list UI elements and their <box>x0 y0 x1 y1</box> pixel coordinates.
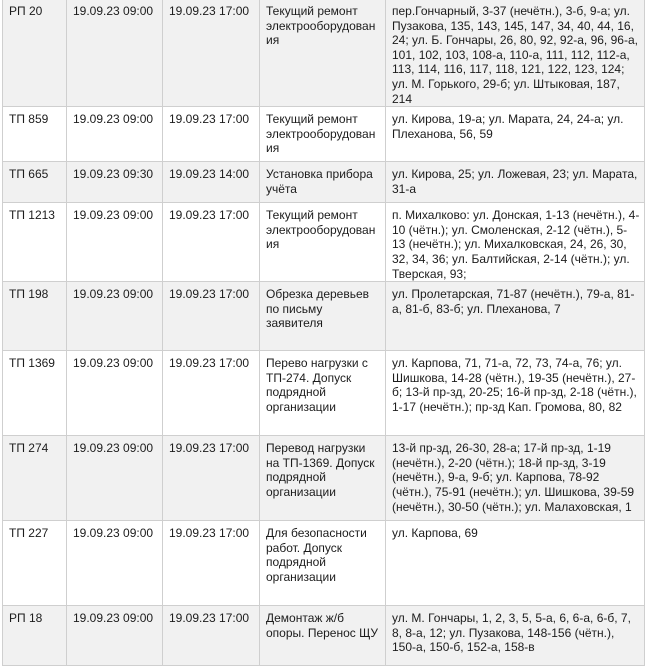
addresses-cell: ул. Карпова, 69 <box>386 521 645 606</box>
station-cell: РП 20 <box>3 0 67 107</box>
reason-cell: Для безопасности работ. Допуск подрядной организации <box>260 521 386 606</box>
end-time-cell: 19.09.23 17:00 <box>163 203 260 282</box>
start-time-cell: 19.09.23 09:00 <box>67 282 163 351</box>
addresses-cell: 13-й пр-зд, 26-30, 28-а; 17-й пр-зд, 1-19 (нечётн.), 2-20 (чётн.); 18-й пр-зд, 3-19 (нечётн.), 9-а, 9-б; ул. Карпова, 78-92 (чётн.), 75-91 (нечётн.); ул. Шишкова, 39-59 (нечётн.), 30-50 (чётн.); ул. Малаховская, 1 <box>386 436 645 521</box>
reason-cell: Обрезка деревьев по письму заявителя <box>260 282 386 351</box>
end-time-cell: 19.09.23 17:00 <box>163 0 260 107</box>
addresses-cell: п. Михалково: ул. Донская, 1-13 (нечётн.), 4-10 (чётн.); ул. Смоленская, 2-12 (чётн.), 5-13 (нечётн.); ул. Михалковская, 24, 26, 30, 32, 34, 36; ул. Балтийская, 2-14 (чётн.); ул. Тверская, 93; <box>386 203 645 282</box>
end-time-cell: 19.09.23 17:00 <box>163 606 260 666</box>
outage-schedule-table <box>2 0 645 666</box>
table-row <box>3 282 645 351</box>
reason-cell: Текущий ремонт электрооборудования <box>260 0 386 107</box>
start-time-cell: 19.09.23 09:00 <box>67 107 163 162</box>
table-row <box>3 606 645 666</box>
start-time-cell: 19.09.23 09:00 <box>67 203 163 282</box>
start-time-cell: 19.09.23 09:30 <box>67 162 163 203</box>
table-row <box>3 162 645 203</box>
start-time-cell: 19.09.23 09:00 <box>67 606 163 666</box>
start-time-cell: 19.09.23 09:00 <box>67 436 163 521</box>
addresses-cell: ул. Пролетарская, 71-87 (нечётн.), 79-а, 81-а, 81-б, 83-б; ул. Плеханова, 7 <box>386 282 645 351</box>
reason-cell: Текущий ремонт электрооборудования <box>260 203 386 282</box>
addresses-cell: ул. М. Гончары, 1, 2, 3, 5, 5-а, 6, 6-а, 6-б, 7, 8, 8-а, 12; ул. Пузакова, 148-156 (чётн.), 150-а, 150-б, 152-а, 158-в <box>386 606 645 666</box>
end-time-cell: 19.09.23 17:00 <box>163 107 260 162</box>
table-row <box>3 351 645 436</box>
station-cell: ТП 198 <box>3 282 67 351</box>
reason-cell: Установка прибора учёта <box>260 162 386 203</box>
station-cell: ТП 227 <box>3 521 67 606</box>
addresses-cell: ул. Кирова, 25; ул. Ложевая, 23; ул. Марата, 31-а <box>386 162 645 203</box>
reason-cell: Перевод нагрузки на ТП-1369. Допуск подрядной организации <box>260 436 386 521</box>
station-cell: ТП 1213 <box>3 203 67 282</box>
reason-cell: Перево нагрузки с ТП-274. Допуск подрядной организации <box>260 351 386 436</box>
table-row <box>3 521 645 606</box>
end-time-cell: 19.09.23 17:00 <box>163 282 260 351</box>
station-cell: ТП 859 <box>3 107 67 162</box>
reason-cell: Демонтаж ж/б опоры. Перенос ЩУ <box>260 606 386 666</box>
station-cell: РП 18 <box>3 606 67 666</box>
addresses-cell: пер.Гончарный, 3-37 (нечётн.), 3-б, 9-а; ул. Пузакова, 135, 143, 145, 147, 34, 40, 44, 16, 24; ул. Б. Гончары, 26, 80, 92, 92-а, 96, 96-а, 101, 102, 103, 108-а, 110-а, 111, 112, 112-а, 113, 114, 116, 117, 118, 121, 122, 123, 124; ул. М. Горького, 29-б; ул. Штыковая, 187, 214 <box>386 0 645 107</box>
station-cell: ТП 1369 <box>3 351 67 436</box>
end-time-cell: 19.09.23 17:00 <box>163 521 260 606</box>
start-time-cell: 19.09.23 09:00 <box>67 521 163 606</box>
page-right-margin <box>645 0 650 655</box>
start-time-cell: 19.09.23 09:00 <box>67 351 163 436</box>
addresses-cell: ул. Кирова, 19-а; ул. Марата, 24, 24-а; ул. Плеханова, 56, 59 <box>386 107 645 162</box>
table-row <box>3 203 645 282</box>
end-time-cell: 19.09.23 17:00 <box>163 436 260 521</box>
reason-cell: Текущий ремонт электрооборудования <box>260 107 386 162</box>
end-time-cell: 19.09.23 17:00 <box>163 351 260 436</box>
station-cell: ТП 274 <box>3 436 67 521</box>
addresses-cell: ул. Карпова, 71, 71-а, 72, 73, 74-а, 76; ул. Шишкова, 14-28 (чётн.), 19-35 (нечётн.), 27-б; 13-й пр-зд, 20-25; 16-й пр-зд, 2-18 (чётн.), 1-17 (нечётн.); пр-зд Кап. Громова, 80, 82 <box>386 351 645 436</box>
end-time-cell: 19.09.23 14:00 <box>163 162 260 203</box>
table-row <box>3 0 645 107</box>
station-cell: ТП 665 <box>3 162 67 203</box>
table-row <box>3 107 645 162</box>
table-row <box>3 436 645 521</box>
start-time-cell: 19.09.23 09:00 <box>67 0 163 107</box>
